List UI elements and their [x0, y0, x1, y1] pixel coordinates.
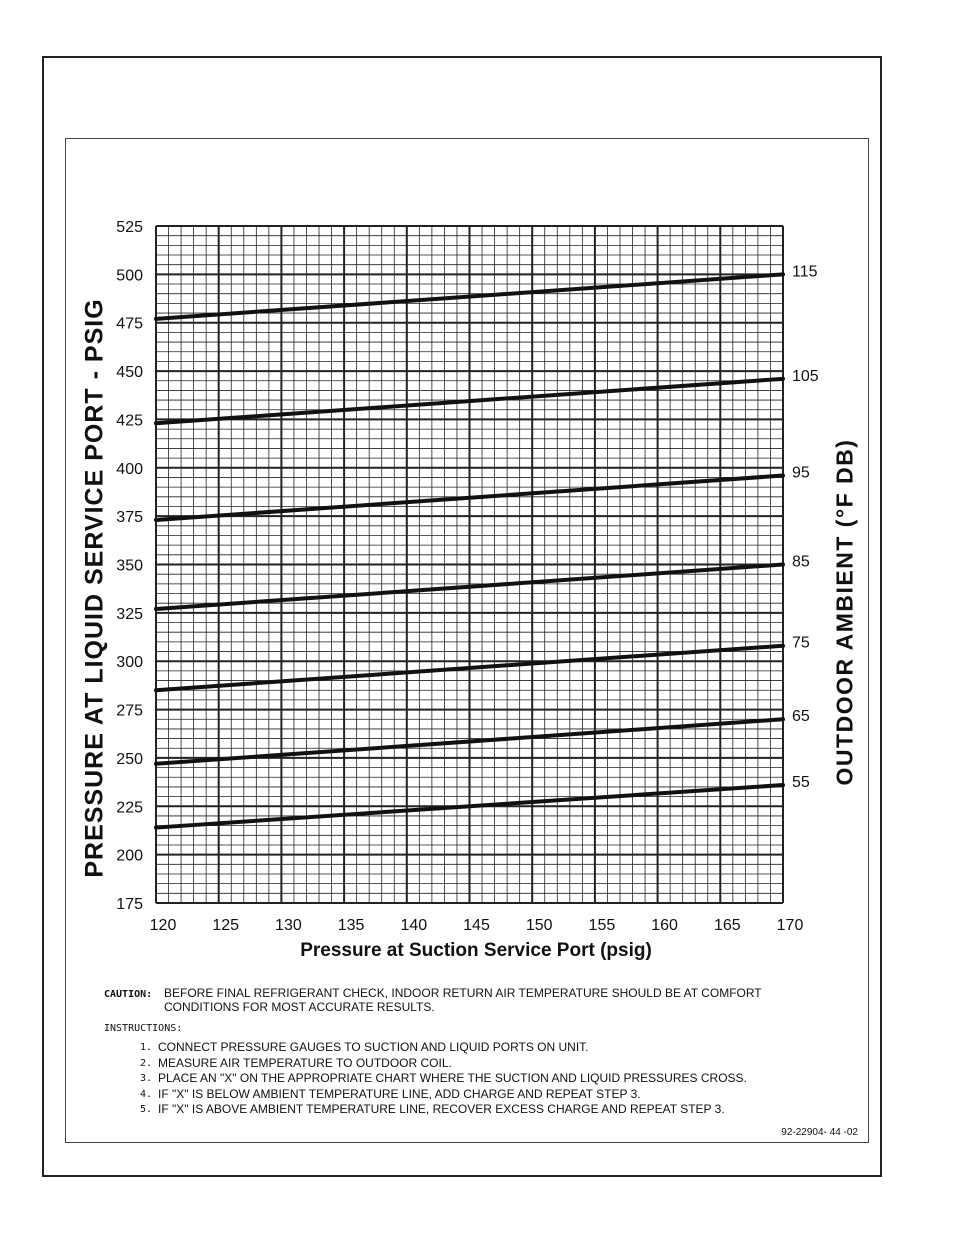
ambient-label-105: 105 — [792, 367, 819, 385]
step-number: 3. — [140, 1073, 153, 1085]
instructions-title: INSTRUCTIONS: — [104, 1022, 183, 1034]
y-tick-label: 225 — [116, 799, 143, 817]
step-number: 4. — [140, 1088, 153, 1100]
caution-line-2: CONDITIONS FOR MOST ACCURATE RESULTS. — [164, 999, 435, 1014]
x-tick-label: 145 — [463, 917, 490, 934]
notes-section — [104, 987, 762, 1118]
instruction-step — [140, 1102, 762, 1118]
instruction-step — [140, 1087, 762, 1103]
caution-row — [104, 987, 762, 1015]
y-tick-label: 500 — [116, 267, 143, 285]
caution-tag: CAUTION: — [104, 989, 153, 1000]
x-tick-label: 135 — [337, 917, 365, 934]
y-tick-label: 400 — [116, 460, 143, 478]
x-tick-label: 155 — [588, 917, 616, 934]
y-tick-label: 475 — [116, 315, 143, 333]
caution-text — [164, 987, 762, 1015]
y-axis-label: PRESSURE AT LIQUID SERVICE PORT - PSIG — [80, 298, 109, 878]
step-text: IF "X" IS BELOW AMBIENT TEMPERATURE LINE, ADD CHARGE AND REPEAT STEP 3. — [158, 1086, 641, 1101]
step-number: 1. — [140, 1042, 153, 1054]
y-tick-label: 325 — [116, 605, 143, 623]
caution-line-1: BEFORE FINAL REFRIGERANT CHECK, INDOOR RETURN AIR TEMPERATURE SHOULD BE AT COMFORT — [164, 986, 762, 1000]
instructions-list — [140, 1040, 762, 1118]
ambient-label-85: 85 — [792, 553, 810, 571]
ambient-label-115: 115 — [792, 263, 818, 281]
x-tick-label: 120 — [149, 917, 177, 934]
x-tick-label: 125 — [212, 917, 240, 934]
ambient-label-55: 55 — [792, 774, 810, 792]
instruction-step — [140, 1040, 762, 1056]
y-tick-label: 375 — [116, 509, 143, 527]
y-tick-label: 425 — [116, 412, 143, 430]
x-tick-label: 165 — [713, 917, 741, 934]
document-number: 92-22904- 44 -02 — [781, 1127, 858, 1138]
step-text: IF "X" IS ABOVE AMBIENT TEMPERATURE LINE, RECOVER EXCESS CHARGE AND REPEAT STEP 3. — [158, 1102, 725, 1117]
secondary-axis-label: OUTDOOR AMBIENT (°F DB) — [831, 438, 858, 786]
ambient-label-65: 65 — [792, 708, 810, 726]
x-tick-label: 150 — [525, 917, 553, 934]
x-tick-label: 130 — [275, 917, 302, 934]
x-tick-label: 140 — [400, 917, 428, 934]
instruction-step — [140, 1071, 762, 1087]
ambient-label-75: 75 — [792, 634, 810, 652]
step-text: PLACE AN "X" ON THE APPROPRIATE CHART WHERE THE SUCTION AND LIQUID PRESSURES CROSS. — [158, 1071, 747, 1086]
y-tick-label: 525 — [116, 219, 143, 236]
x-tick-label: 170 — [776, 917, 804, 934]
ambient-label-95: 95 — [792, 464, 810, 482]
step-number: 2. — [140, 1057, 153, 1069]
y-tick-label: 250 — [116, 750, 143, 768]
step-number: 5. — [140, 1104, 153, 1116]
step-text: MEASURE AIR TEMPERATURE TO OUTDOOR COIL. — [158, 1055, 452, 1070]
y-tick-label: 300 — [116, 654, 143, 672]
step-text: CONNECT PRESSURE GAUGES TO SUCTION AND LIQUID PORTS ON UNIT. — [158, 1040, 589, 1055]
y-tick-label: 275 — [116, 702, 143, 720]
instruction-step — [140, 1056, 762, 1072]
y-tick-label: 175 — [116, 896, 143, 913]
x-axis-label: Pressure at Suction Service Port (psig) — [300, 940, 652, 961]
y-tick-label: 350 — [116, 557, 143, 575]
y-tick-label: 200 — [116, 847, 143, 865]
x-tick-label: 160 — [651, 917, 678, 934]
y-tick-label: 450 — [116, 364, 143, 382]
